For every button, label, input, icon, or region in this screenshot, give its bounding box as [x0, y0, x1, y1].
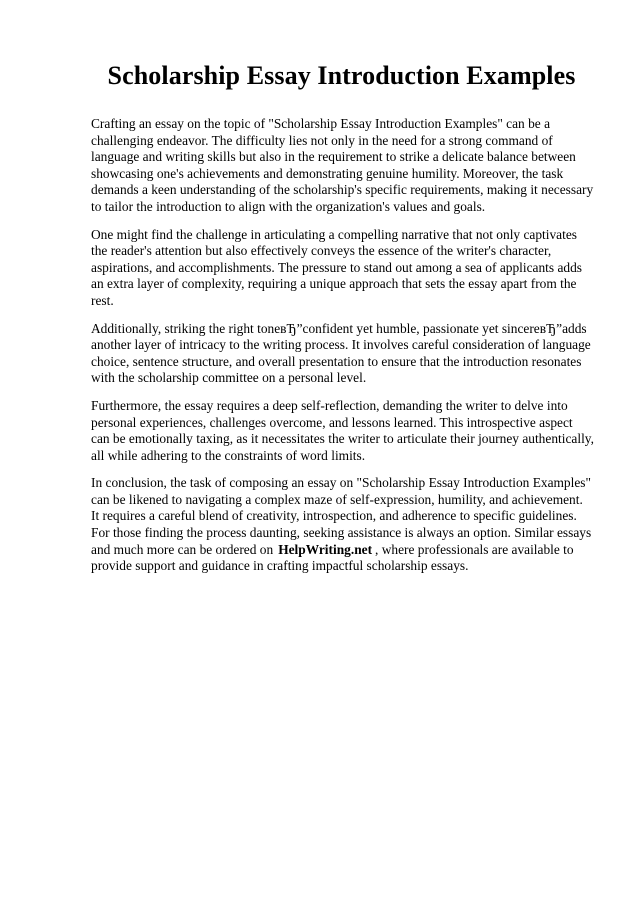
paragraph-4: Furthermore, the essay requires a deep self-reflection, demanding the writer to delve into personal experiences, challenges overcome, and lessons learned. This introspective aspect can be emotionally taxing, as it necessitates the writer to articulate their journey authentically, all while adhering to the constraints of word limits. [91, 397, 594, 463]
helpwriting-link[interactable]: HelpWriting.net [278, 541, 373, 557]
paragraph-1: Crafting an essay on the topic of "Scholarship Essay Introduction Examples" can be a challenging endeavor. The difficulty lies not only in the need for a strong command of language and writing skills but also in the requirement to strike a delicate balance between showcasing one's achievements and demonstrating genuine humility. Moreover, the task demands a keen understanding of the scholarship's specific requirements, making it necessary to tailor the introduction to align with the organization's values and goals. [91, 116, 594, 214]
conclusion-text-before-link: In conclusion, the task of composing an essay on "Scholarship Essay Introduction Examples" can be likened to navigating a complex maze of self-expression, humility, and achievement. It requires a careful blend of creativity, introspection, and adherence to specific guidelines. For those finding the process daunting, seeking assistance is always an option. Similar essays and much more can be ordered on [91, 475, 592, 557]
page-title: Scholarship Essay Introduction Examples [107, 61, 576, 90]
paragraph-2: One might find the challenge in articulating a compelling narrative that not only captivates the reader's attention but also effectively conveys the essence of the writer's character, aspirations, and accomplishments. The pressure to stand out among a sea of applicants adds an extra layer of complexity, requiring a unique approach that sets the essay apart from the rest. [91, 226, 582, 308]
conclusion-paragraph [91, 475, 594, 575]
conclusion-text-after-link: , where professionals are available to provide support and guidance in crafting impactful scholarship essays. [91, 541, 574, 574]
paragraph-3: Additionally, striking the right toneвЂ”confident yet humble, passionate yet sincereвЂ”adds another layer of intricacy to the writing process. It involves careful consideration of language choice, sentence structure, and overall presentation to ensure that the introduction resonates with the scholarship committee on a personal level. [91, 320, 591, 386]
